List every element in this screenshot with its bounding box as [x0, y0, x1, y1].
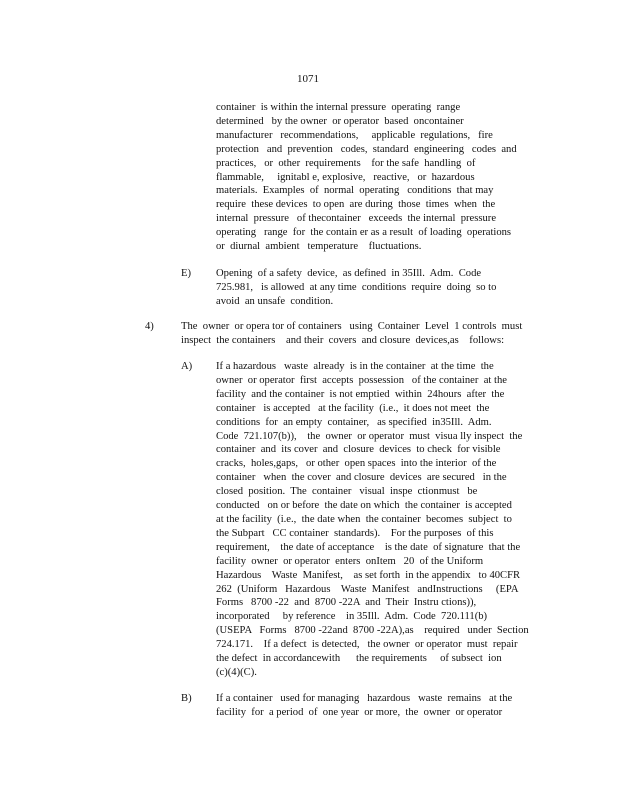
item-a-label: A)	[181, 361, 193, 372]
page-number: 1071	[297, 73, 319, 85]
text-line: flammable, ignitabl e, explosive, reactive, or hazardous	[216, 171, 475, 183]
text-line: container is within the internal pressure operating range	[216, 102, 461, 113]
text-line: (c)(4)(C).	[216, 666, 257, 678]
text-line: closed position. The container visual inspe ctionmust be	[216, 486, 478, 498]
text-line: container when the cover and closure devices are secured in the	[216, 472, 507, 484]
text-line: owner or operator first accepts possession of the container at the	[216, 374, 507, 386]
text-line: Forms 8700 -22 and 8700 -22A and Their Instru ctions)),	[216, 597, 477, 609]
text-line: protection and prevention codes, standard engineering codes and	[216, 143, 517, 155]
text-line: facility owner or operator enters onItem 20 of the Uniform	[216, 555, 484, 567]
text-line: or diurnal ambient temperature fluctuations.	[216, 241, 422, 253]
text-line: 262 (Uniform Hazardous Waste Manifest andInstructions (EPA	[216, 583, 519, 595]
text-line: 725.981, is allowed at any time conditions require doing so to	[216, 281, 497, 293]
text-line: If a container used for managing hazardous waste remains at the	[216, 693, 513, 704]
text-line: Hazardous Waste Manifest, as set forth in the appendix to 40CFR	[216, 569, 521, 581]
text-line: manufacturer recommendations, applicable regulations, fire	[216, 129, 493, 141]
text-line: materials. Examples of normal operating conditions that may	[216, 185, 494, 197]
text-line: the Subpart CC container standards). For the purposes of this	[216, 527, 494, 539]
text-line: facility and the container is not emptied within 24hours after the	[216, 388, 505, 400]
text-line: (USEPA Forms 8700 -22and 8700 -22A),as required under Section	[216, 625, 529, 637]
text-line: operating range for the contain er as a result of loading operations	[216, 227, 512, 239]
text-line: cracks, holes,gaps, or other open spaces into the interior of the	[216, 458, 497, 470]
item-b-text	[216, 692, 529, 720]
text-line: at the facility (i.e., the date when the container becomes subject to	[216, 513, 512, 525]
text-line: Opening of a safety device, as defined in 35Ill. Adm. Code	[216, 268, 482, 279]
text-line: incorporated by reference in 35Ill. Adm. Code 720.111(b)	[216, 611, 488, 623]
text-line: the defect in accordancewith the requirements of subsect ion	[216, 653, 502, 665]
text-line: 724.171. If a defect is detected, the owner or operator must repair	[216, 639, 518, 651]
paragraph-continuation	[216, 101, 529, 254]
text-line: practices, or other requirements for the safe handling of	[216, 157, 476, 169]
text-line: Code 721.107(b)), the owner or operator must visua lly inspect the	[216, 430, 523, 442]
item-4-label: 4)	[145, 321, 154, 332]
text-line: requirement, the date of acceptance is the date of signature that the	[216, 541, 521, 553]
item-4-text	[181, 320, 541, 348]
text-line: conducted on or before the date on which the container is accepted	[216, 500, 512, 512]
text-line: The owner or opera tor of containers using Container Level 1 controls must	[181, 321, 523, 332]
text-line: container is accepted at the facility (i.e., it does not meet the	[216, 402, 490, 414]
text-line: container and its cover and closure devices to check for visible	[216, 444, 501, 456]
text-line: determined by the owner or operator based oncontainer	[216, 115, 464, 127]
text-line: inspect the containers and their covers and closure devices,as follows:	[181, 334, 505, 346]
text-line: conditions for an empty container, as specified in35Ill. Adm.	[216, 416, 492, 428]
text-line: facility for a period of one year or more, the owner or operator	[216, 706, 503, 718]
text-line: avoid an unsafe condition.	[216, 295, 334, 307]
text-line: internal pressure of thecontainer exceeds the internal pressure	[216, 213, 497, 225]
item-a-text	[216, 360, 536, 680]
item-e-text	[216, 267, 529, 309]
item-e-label: E)	[181, 268, 191, 279]
item-b-label: B)	[181, 693, 192, 704]
text-line: require these devices to open are during those times when the	[216, 199, 496, 211]
text-line: If a hazardous waste already is in the container at the time the	[216, 361, 494, 372]
